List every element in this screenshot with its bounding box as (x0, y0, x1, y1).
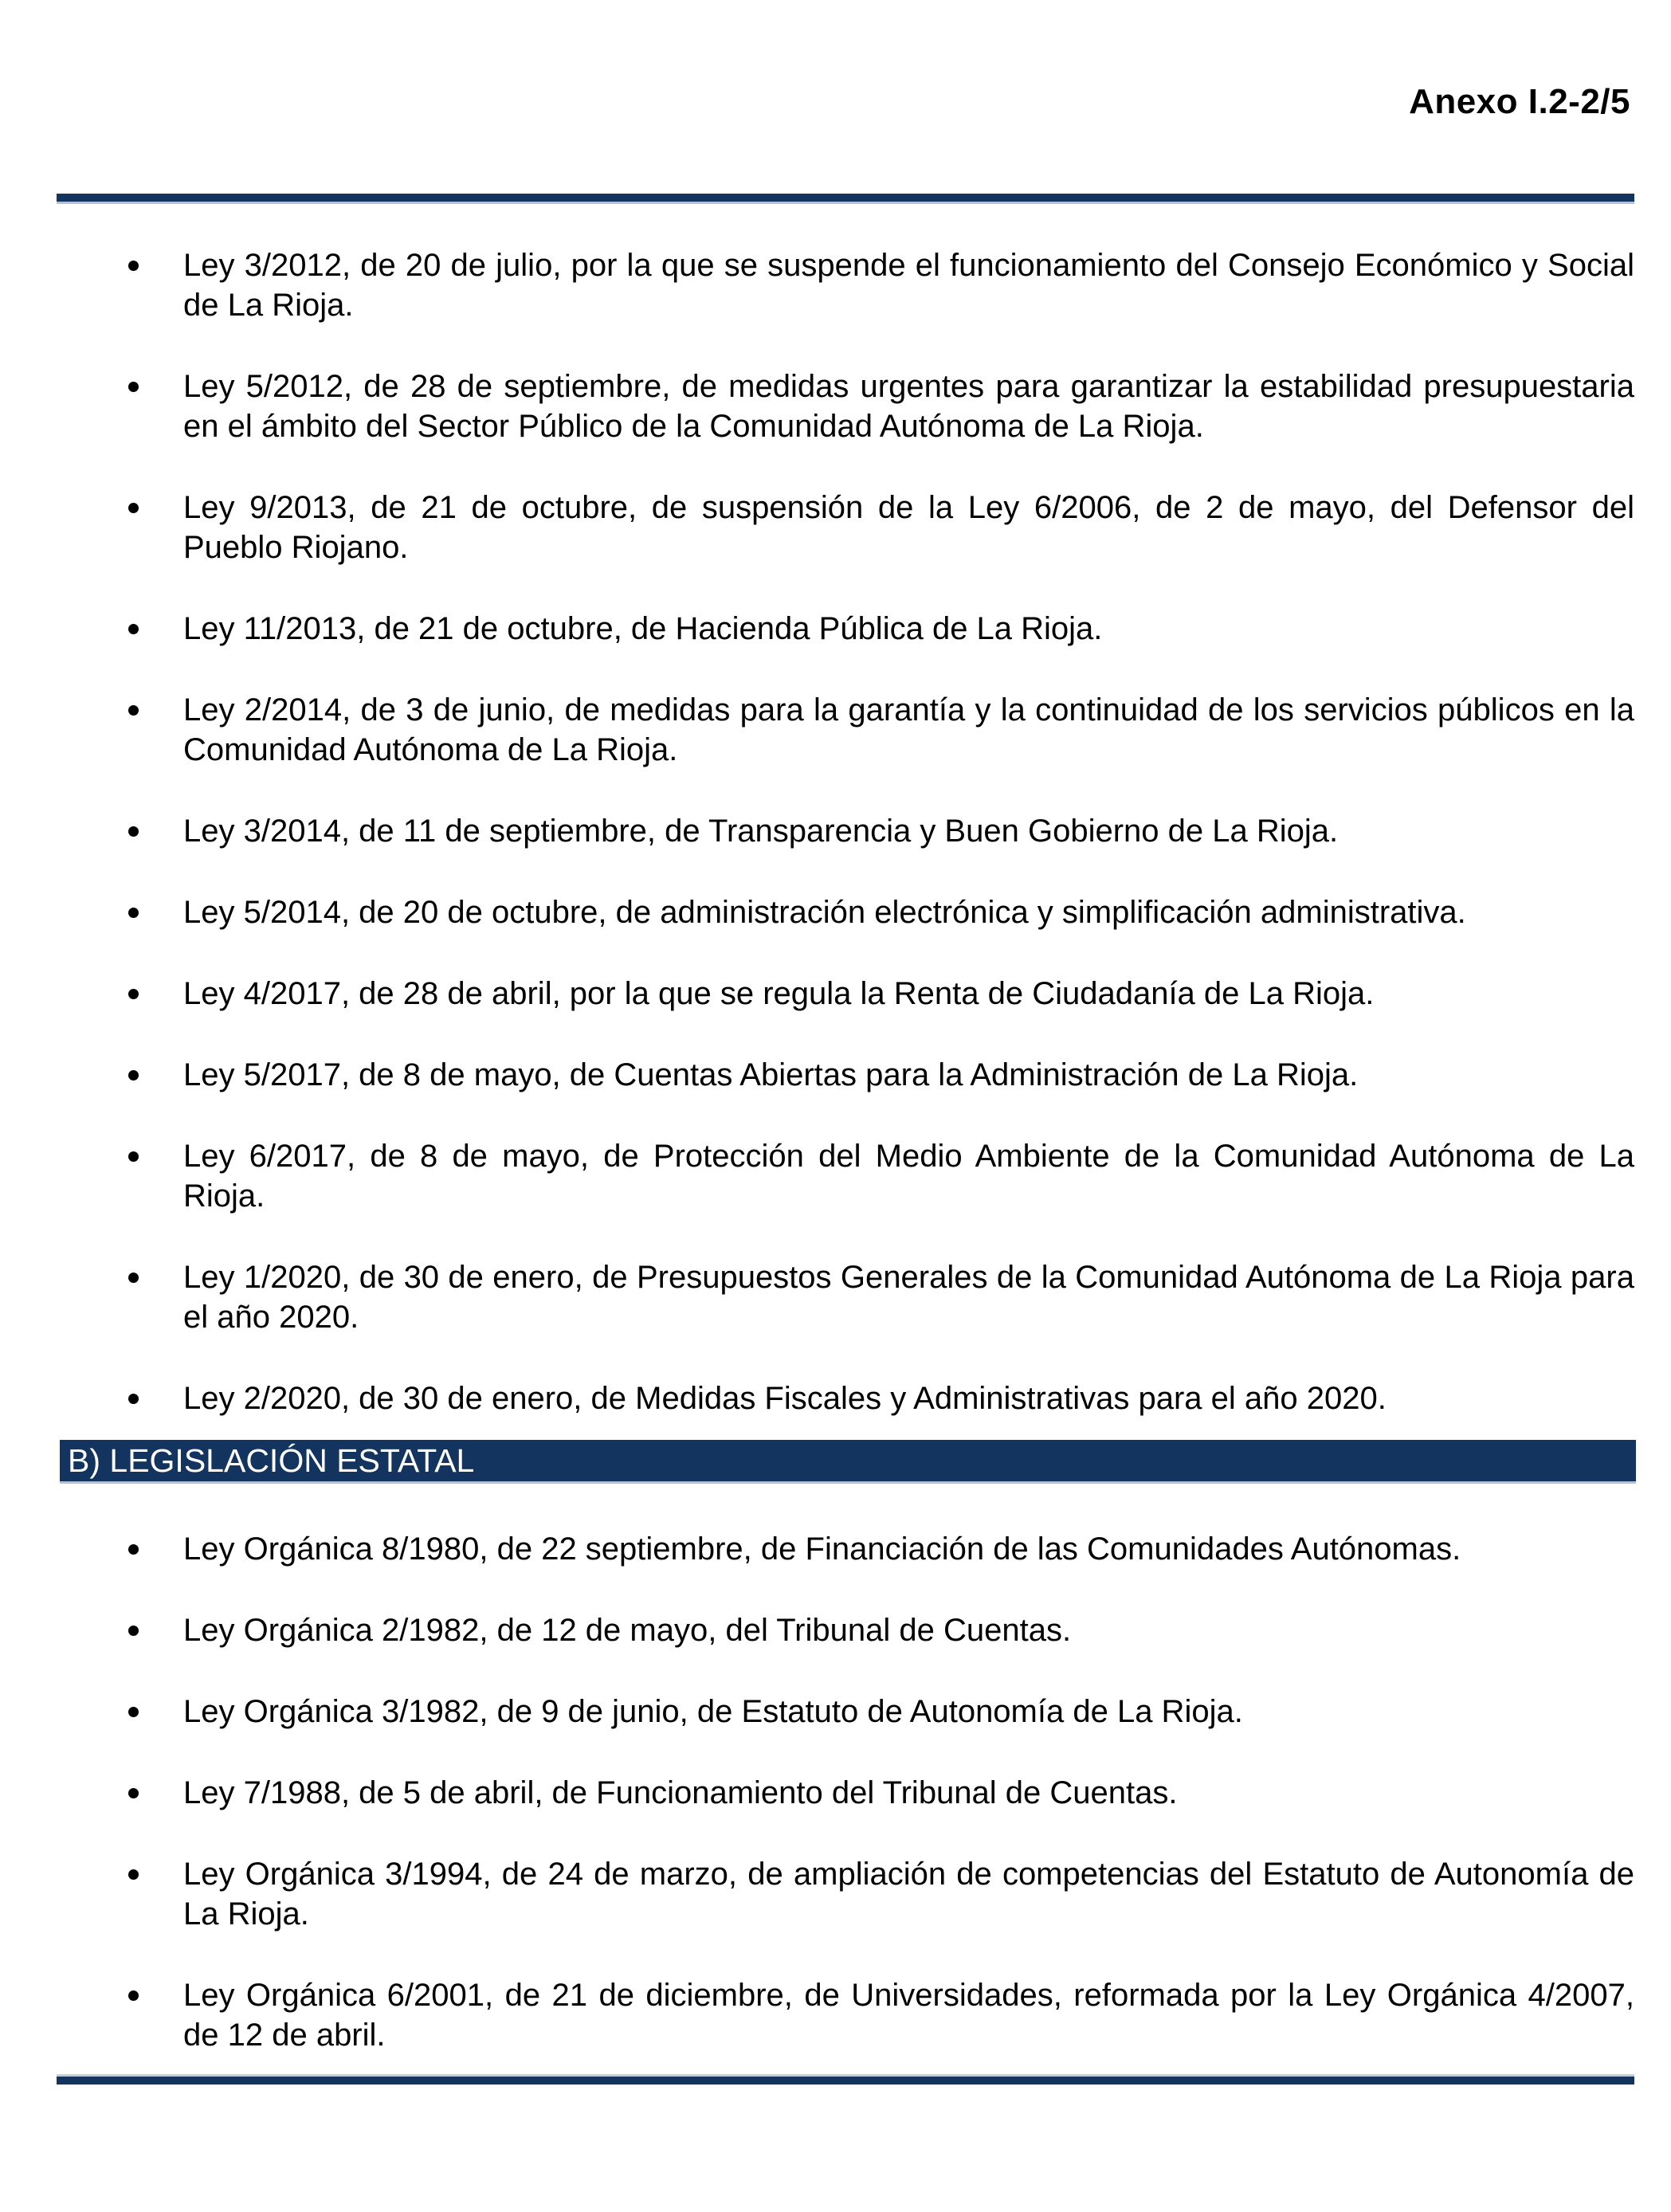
law-list-item (57, 1854, 1634, 1934)
law-item-text: Ley 2/2020, de 30 de enero, de Medidas Fiscales y Administrativas para el año 2020. (183, 1381, 1387, 1416)
bullet-icon (128, 826, 139, 837)
law-list-item (57, 1379, 1634, 1418)
bullet-icon (128, 989, 139, 999)
law-item-text: Ley Orgánica 8/1980, de 22 septiembre, de Financiación de las Comunidades Autónomas. (183, 1532, 1461, 1567)
law-list-item (57, 1529, 1634, 1569)
law-item-text: Ley Orgánica 2/1982, de 12 de mayo, del Tribunal de Cuentas. (183, 1613, 1072, 1648)
law-list-item (57, 367, 1634, 446)
bullet-icon (128, 1394, 139, 1404)
law-item-text: Ley 5/2014, de 20 de octubre, de administración electrónica y simplificación administrativa. (183, 895, 1466, 930)
bullet-icon (128, 1626, 139, 1636)
law-item-text: Ley 3/2014, de 11 de septiembre, de Transparencia y Buen Gobierno de La Rioja. (183, 814, 1339, 849)
bullet-icon (128, 382, 139, 392)
law-list-item (57, 609, 1634, 649)
law-list-item (57, 1610, 1634, 1650)
autonomic-laws-list (57, 245, 1634, 1418)
section-header-legislacion-estatal: B) LEGISLACIÓN ESTATAL (60, 1440, 1636, 1484)
top-rule (57, 194, 1634, 204)
bullet-icon (128, 624, 139, 634)
law-list-item (57, 690, 1634, 770)
law-item-text: Ley Orgánica 6/2001, de 21 de diciembre, de Universidades, reformada por la Ley Orgánica 4/2007, de 12 de abril. (183, 1978, 1634, 2053)
law-item-text: Ley 7/1988, de 5 de abril, de Funcionamiento del Tribunal de Cuentas. (183, 1775, 1178, 1810)
bullet-icon (128, 1070, 139, 1081)
law-list-item (57, 811, 1634, 851)
bullet-icon (128, 705, 139, 716)
law-item-text: Ley 4/2017, de 28 de abril, por la que se regula la Renta de Ciudadanía de La Rioja. (183, 976, 1375, 1011)
law-item-text: Ley 2/2014, de 3 de junio, de medidas para la garantía y la continuidad de los servicios públicos en la Comunidad Autónoma de La Rioja. (183, 692, 1634, 767)
law-item-text: Ley 3/2012, de 20 de julio, por la que se suspende el funcionamiento del Consejo Económico y Social de La Rioja. (183, 248, 1634, 323)
law-list-item (57, 245, 1634, 325)
law-list-item (57, 1055, 1634, 1095)
law-item-text: Ley 5/2017, de 8 de mayo, de Cuentas Abiertas para la Administración de La Rioja. (183, 1057, 1359, 1092)
bullet-icon (128, 1990, 139, 2001)
law-item-text: Ley Orgánica 3/1982, de 9 de junio, de Estatuto de Autonomía de La Rioja. (183, 1694, 1243, 1729)
law-item-text: Ley 1/2020, de 30 de enero, de Presupuestos Generales de la Comunidad Autónoma de La Rioja para el año 2020. (183, 1260, 1634, 1335)
law-list-item (57, 1773, 1634, 1813)
law-item-text: Ley Orgánica 3/1994, de 24 de marzo, de ampliación de competencias del Estatuto de Autonomía de La Rioja. (183, 1857, 1634, 1932)
bullet-icon (128, 1273, 139, 1283)
bullet-icon (128, 1151, 139, 1162)
law-list-item (57, 488, 1634, 567)
bullet-icon (128, 503, 139, 513)
bottom-rule (57, 2074, 1634, 2085)
annex-label: Anexo I.2-2/5 (1409, 82, 1630, 121)
law-item-text: Ley 5/2012, de 28 de septiembre, de medidas urgentes para garantizar la estabilidad presupuestaria en el ámbito del Sector Público de la Comunidad Autónoma de La Rioja. (183, 369, 1634, 444)
state-laws-list (57, 1529, 1634, 2055)
bullet-icon (128, 908, 139, 918)
law-item-text: Ley 11/2013, de 21 de octubre, de Hacienda Pública de La Rioja. (183, 611, 1103, 646)
law-list-item (57, 1692, 1634, 1732)
bullet-icon (128, 1707, 139, 1717)
law-item-text: Ley 6/2017, de 8 de mayo, de Protección del Medio Ambiente de la Comunidad Autónoma de La Rioja. (183, 1139, 1634, 1214)
bullet-icon (128, 1788, 139, 1798)
law-item-text: Ley 9/2013, de 21 de octubre, de suspensión de la Ley 6/2006, de 2 de mayo, del Defensor del Pueblo Riojano. (183, 490, 1634, 565)
bullet-icon (128, 261, 139, 271)
law-list-item (57, 1975, 1634, 2055)
law-list-item (57, 1136, 1634, 1216)
bullet-icon (128, 1544, 139, 1555)
law-list-item (57, 1257, 1634, 1337)
law-list-item (57, 892, 1634, 932)
law-list-item (57, 974, 1634, 1014)
bullet-icon (128, 1869, 139, 1880)
